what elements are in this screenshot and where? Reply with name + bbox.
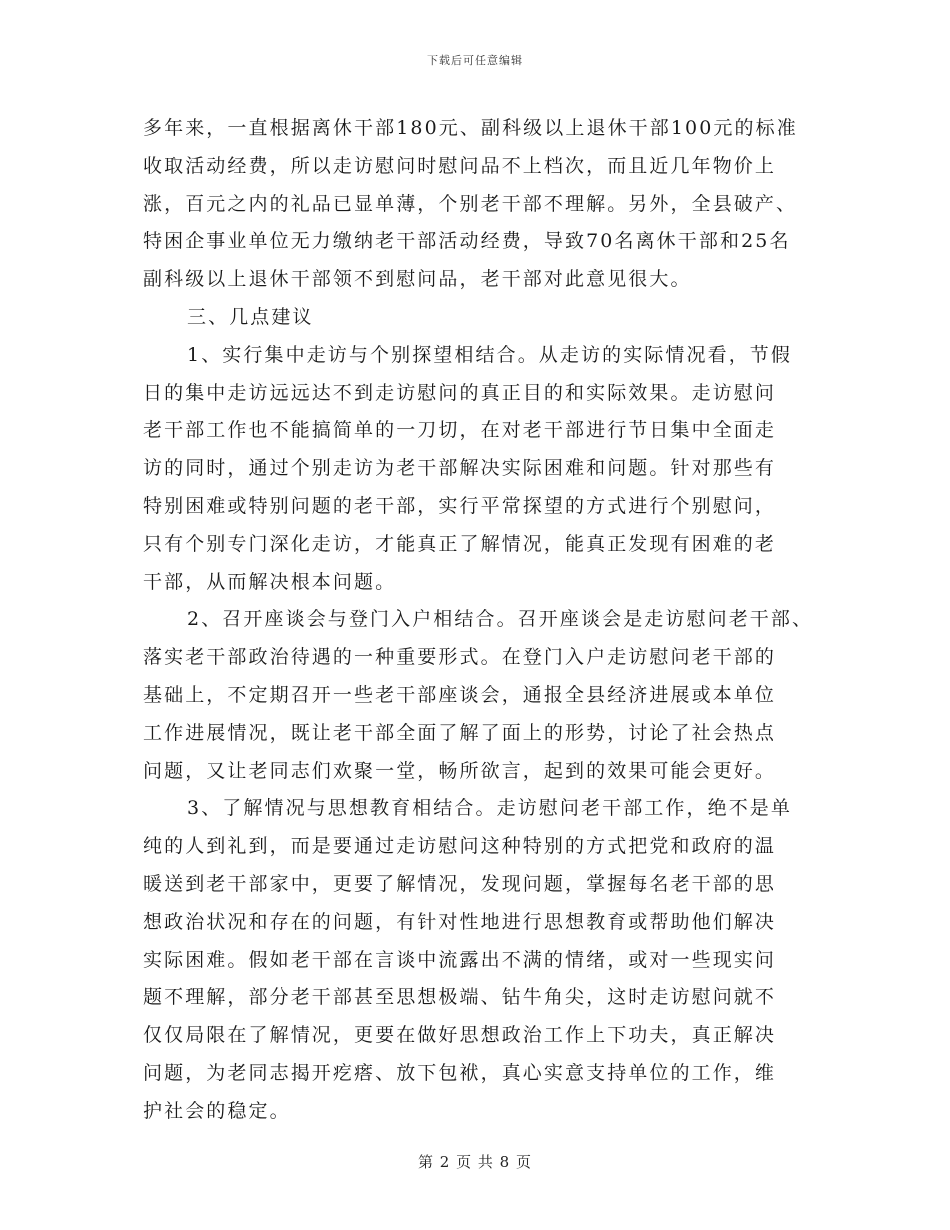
text-line: 特别困难或特别问题的老干部，实行平常探望的方式进行个别慰问，	[143, 494, 777, 517]
text-line: 2、召开座谈会与登门入户相结合。召开座谈会是走访慰问老干部、	[187, 608, 814, 631]
text-line: 题不理解，部分老干部甚至思想极端、钻牛角尖，这时走访慰问就不	[143, 986, 777, 1009]
text-line: 问题，为老同志揭开疙瘩、放下包袱，真心实意支持单位的工作，维	[143, 1061, 777, 1084]
text-line: 收取活动经费，所以走访慰问时慰问品不上档次，而且近几年物价上	[143, 154, 777, 177]
text-line: 副科级以上退休干部领不到慰问品，老干部对此意见很大。	[143, 268, 692, 291]
text-line: 护社会的稳定。	[143, 1099, 291, 1122]
text-line: 只有个别专门深化走访，才能真正了解情况，能真正发现有困难的老	[143, 532, 777, 555]
page-header: 下载后可任意编辑	[427, 54, 523, 67]
text-line: 仅仅局限在了解情况，更要在做好思想政治工作上下功夫，真正解决	[143, 1024, 777, 1047]
text-line: 多年来，一直根据离休干部180元、副科级以上退休干部100元的标准	[143, 117, 798, 139]
text-line: 工作进展情况，既让老干部全面了解了面上的形势，讨论了社会热点	[143, 721, 777, 744]
text-line: 干部，从而解决根本问题。	[143, 570, 397, 593]
text-line: 实际困难。假如老干部在言谈中流露出不满的情绪，或对一些现实问	[143, 948, 777, 971]
text-line: 落实老干部政治待遇的一种重要形式。在登门入户走访慰问老干部的	[143, 646, 777, 669]
text-line: 1、实行集中走访与个别探望相结合。从走访的实际情况看，节假	[187, 343, 792, 366]
text-line: 特困企事业单位无力缴纳老干部活动经费，导致70名离休干部和25名	[143, 230, 791, 253]
text-line: 暖送到老干部家中，更要了解情况，发现问题，掌握每名老干部的思	[143, 872, 777, 895]
text-line: 基础上，不定期召开一些老干部座谈会，通报全县经济进展或本单位	[143, 683, 777, 706]
text-line: 想政治状况和存在的问题，有针对性地进行思想教育或帮助他们解决	[143, 910, 777, 933]
section-heading: 三、几点建议	[187, 305, 314, 328]
page-number-footer: 第 2 页 共 8 页	[418, 1153, 532, 1171]
text-line: 问题，又让老同志们欢聚一堂，畅所欲言，起到的效果可能会更好。	[143, 759, 777, 782]
text-line: 访的同时，通过个别走访为老干部解决实际困难和问题。针对那些有	[143, 457, 777, 480]
text-line: 涨，百元之内的礼品已显单薄，个别老干部不理解。另外，全县破产、	[143, 192, 798, 215]
text-line: 纯的人到礼到，而是要通过走访慰问这种特别的方式把党和政府的温	[143, 835, 777, 858]
text-line: 日的集中走访远远达不到走访慰问的真正目的和实际效果。走访慰问	[143, 381, 777, 404]
text-line: 老干部工作也不能搞简单的一刀切，在对老干部进行节日集中全面走	[143, 419, 777, 442]
text-line: 3、了解情况与思想教育相结合。走访慰问老干部工作，绝不是单	[187, 797, 792, 820]
document-body	[143, 110, 813, 1131]
